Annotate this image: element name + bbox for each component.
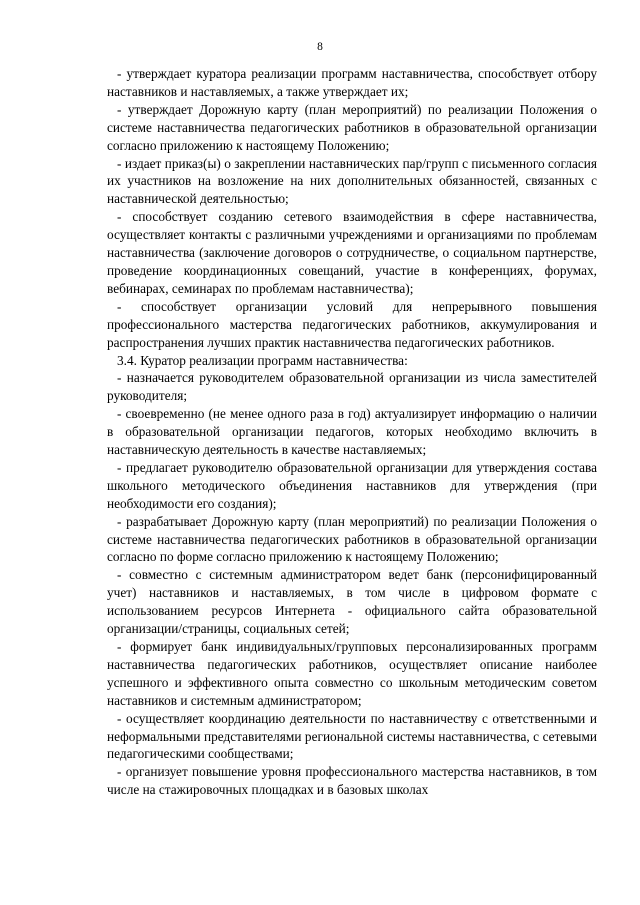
paragraph-updates-info: - своевременно (не менее одного раза в год) актуализирует информацию о наличии в образовательной организации педагогов, которых необходимо включить в наставническую деятельность в качестве наставляемых; — [107, 406, 597, 458]
document-body — [107, 65, 597, 799]
paragraph-network-interaction: - способствует созданию сетевого взаимодействия в сфере наставничества, осуществляет контакты с различными учреждениями и организациями по проблемам наставничества (заключение договоров о сотрудничестве, о социальном партнерстве, проведение координационных совещаний, участие в конференциях, форумах, вебинарах, семинарах по проблемам наставничества); — [107, 209, 597, 296]
paragraph-professional-growth: - способствует организации условий для непрерывного повышения профессионального мастерства педагогических работников, аккумулирования и распространения лучших практик наставничества педагогических работников. — [107, 298, 597, 350]
paragraph-develops-roadmap: - разрабатывает Дорожную карту (план мероприятий) по реализации Положения о системе наставничества педагогических работников в образовательной организации согласно по форме согласно приложению к настоящему Положению; — [107, 513, 597, 565]
paragraph-approves-curator: - утверждает куратора реализации программ наставничества, способствует отбору наставников и наставляемых, а также утверждает их; — [107, 66, 597, 99]
paragraph-maintains-bank: - совместно с системным администратором ведет банк (персонифицированный учет) наставников и наставляемых, в том числе в цифровом формате с использованием ресурсов Интернета - официального сайта образовательной организации/страницы, социальных сетей; — [107, 567, 597, 637]
section-heading-3-4: 3.4. Куратор реализации программ наставничества: — [117, 352, 408, 368]
paragraph-proposes-composition: - предлагает руководителю образовательной организации для утверждения состава школьного методического объединения наставников для утверждения (при необходимости его создания); — [107, 459, 597, 511]
paragraph-curator-appointed: - назначается руководителем образовательной организации из числа заместителей руководителя; — [107, 370, 597, 404]
page-number: 8 — [317, 41, 323, 53]
paragraph-coordinates-activities: - осуществляет координацию деятельности по наставничеству с ответственными и неформальными представителями региональной системы наставничества, с сетевыми педагогическими сообществами; — [107, 710, 597, 762]
paragraph-issues-orders: - издает приказ(ы) о закреплении наставнических пар/групп с письменного согласия их участников на возложение на них дополнительных обязанностей, связанных с наставнической деятельностью; — [107, 155, 597, 207]
paragraph-approves-roadmap: - утверждает Дорожную карту (план мероприятий) по реализации Положения о системе наставничества педагогических работников в образовательной организации согласно приложению к настоящему Положению; — [107, 101, 597, 153]
paragraph-forms-programs-bank: - формирует банк индивидуальных/групповых персонализированных программ наставничества педагогических работников, осуществляет описание наиболее успешного и эффективного опыта совместно со школьным методическим советом наставников и системным администратором; — [107, 639, 597, 708]
paragraph-organizes-training: - организует повышение уровня профессионального мастерства наставников, в том числе на стажировочных площадках и в базовых школах — [107, 764, 597, 798]
